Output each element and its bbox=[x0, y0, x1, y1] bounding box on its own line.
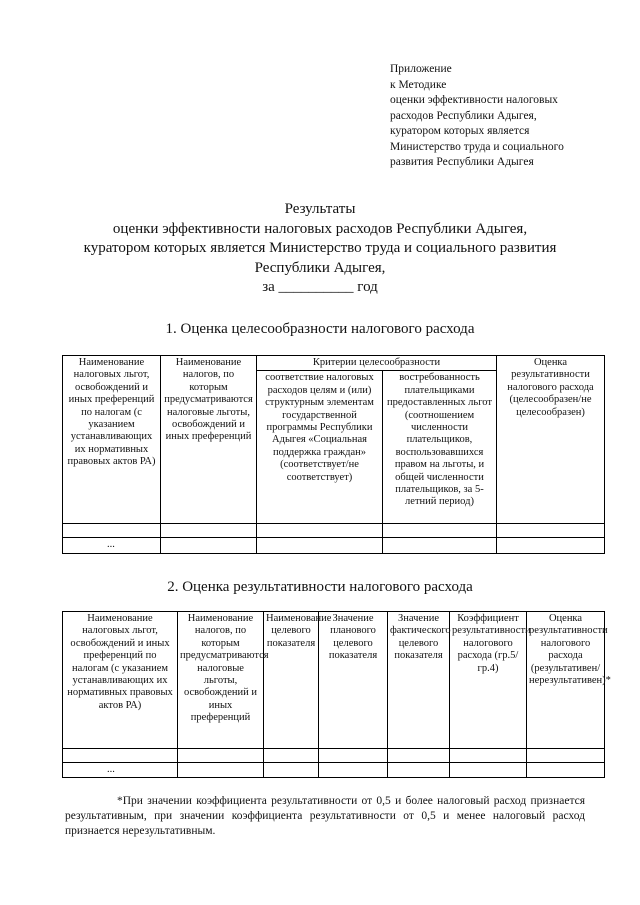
table-header-row bbox=[63, 612, 605, 749]
title-line: оценки эффективности налоговых расходов Республики Адыгея, bbox=[112, 220, 528, 237]
header-benefit-name: Наименование налоговых льгот, освобождений и иных преференций по налогам (с указанием устанавливающих их нормативных правовых актов РА) bbox=[63, 612, 178, 749]
table-header-row bbox=[63, 356, 605, 371]
footnote bbox=[65, 794, 585, 839]
header-evaluation: Оценка результативности налогового расхода (результативен/нерезультативен)* bbox=[527, 612, 605, 749]
title-line: куратором которых является Министерство труда и социального развития bbox=[83, 240, 557, 256]
header-criteria: Критерии целесообразности bbox=[257, 356, 497, 371]
section1-heading: 1. Оценка целесообразности налогового расхода bbox=[165, 321, 475, 337]
appendix-line: развития Республики Адыгея bbox=[390, 156, 534, 168]
ellipsis-cell: ... bbox=[63, 538, 161, 553]
header-tax-name: Наименование налогов, по которым предусматриваются налоговые льготы, освобождений и иных преференций bbox=[178, 612, 264, 749]
table-row bbox=[63, 538, 605, 553]
header-tax-name: Наименование налогов, по которым предусматриваются налоговые льготы, освобождений и иных преференций bbox=[161, 356, 257, 524]
title-year-line: за __________ год bbox=[262, 279, 378, 295]
section2-heading: 2. Оценка результативности налогового расхода bbox=[167, 579, 473, 595]
header-evaluation: Оценка результативности налогового расхода (целесообразен/не целесообразен) bbox=[497, 356, 605, 524]
header-demand: востребованность плательщиками предоставленных льгот (соотношением численности плательщиков, воспользовавшихся правом на льготы, и общей численности плательщиков, за 5-летний период) bbox=[383, 371, 497, 524]
title-line: Республики Адыгея, bbox=[254, 259, 386, 276]
effectiveness-table bbox=[62, 611, 611, 778]
header-planned-value: Значение планового целевого показателя bbox=[319, 612, 388, 749]
appendix-line: куратором которых является bbox=[390, 125, 530, 137]
appendix-line: Министерство труда и социального bbox=[390, 140, 564, 153]
footnote-text: *При значении коэффициента результативности от 0,5 и более налоговый расход признается результативным, при значении коэффициента результативности от 0,5 и менее налоговый расход признается нерезультативным. bbox=[65, 795, 585, 837]
table-row bbox=[63, 524, 605, 538]
table-row bbox=[63, 749, 605, 763]
appendix-line: оценки эффективности налоговых bbox=[390, 94, 558, 106]
header-benefit-name: Наименование налоговых льгот, освобождений и иных преференций по налогам (с указанием устанавливающих их нормативных правовых актов РА) bbox=[63, 356, 161, 524]
table-row bbox=[63, 763, 605, 778]
appendix-line: к Методике bbox=[390, 78, 447, 91]
appendix-note bbox=[390, 62, 620, 171]
header-actual-value: Значение фактического целевого показателя bbox=[388, 612, 450, 749]
header-target-indicator: Наименование целевого показателя bbox=[264, 612, 319, 749]
expediency-table bbox=[62, 355, 605, 554]
appendix-line: Приложение bbox=[390, 63, 452, 75]
title-line: Результаты bbox=[284, 201, 356, 217]
header-coefficient: Коэффициент результативности налогового расхода (гр.5/гр.4) bbox=[450, 612, 527, 749]
ellipsis-cell: ... bbox=[63, 763, 178, 778]
header-goal-compliance: соответствие налоговых расходов целям и (или) структурным элементам государственной программы Республики Адыгея «Социальная поддержка граждан» (соответствует/не соответствует) bbox=[257, 371, 383, 524]
document-title bbox=[0, 200, 640, 298]
appendix-line: расходов Республики Адыгея, bbox=[390, 109, 537, 122]
